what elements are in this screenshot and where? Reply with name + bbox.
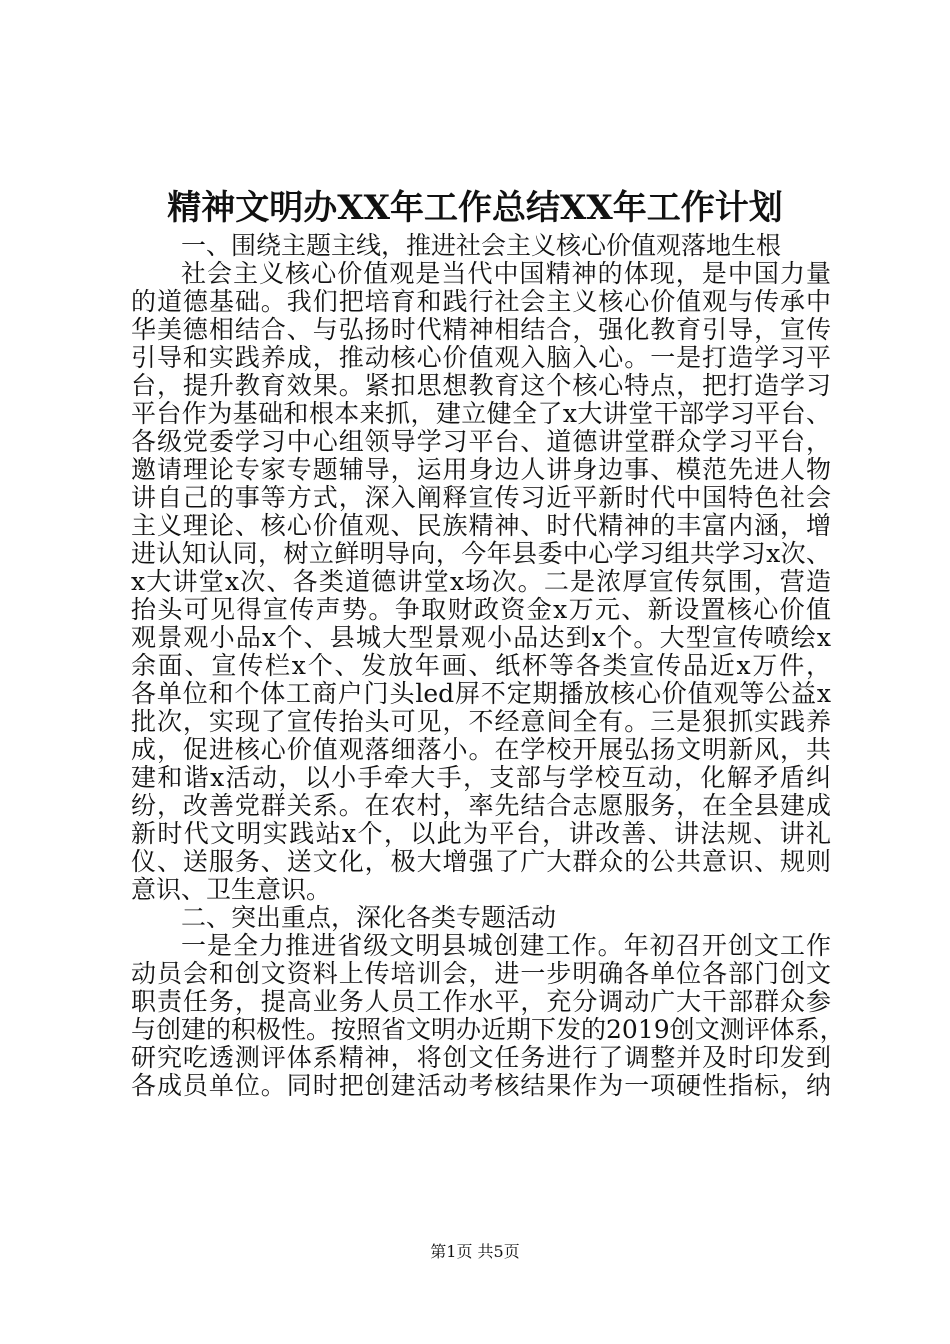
body-line: 新时代文明实践站x个，以此为平台，讲改善、讲法规、讲礼 <box>131 819 831 848</box>
body-line: 余面、宣传栏x个、发放年画、纸杯等各类宣传品近x万件， <box>131 651 831 680</box>
body-line: 抬头可见得宣传声势。争取财政资金x万元、新设置核心价值 <box>131 595 831 624</box>
body-line: 进认知认同，树立鲜明导向，今年县委中心学习组共学习x次、 <box>131 539 831 568</box>
body-line: x大讲堂x次、各类道德讲堂x场次。二是浓厚宣传氛围，营造 <box>131 567 831 596</box>
body-line: 意识、卫生意识。 <box>131 875 332 904</box>
body-line: 建和谐x活动，以小手牵大手，支部与学校互动，化解矛盾纠 <box>131 763 831 792</box>
body-line: 成，促进核心价值观落细落小。在学校开展弘扬文明新风，共 <box>131 735 831 764</box>
body-line: 的道德基础。我们把培育和践行社会主义核心价值观与传承中 <box>131 287 831 316</box>
body-line: 平台作为基础和根本来抓，建立健全了x大讲堂干部学习平台、 <box>131 399 831 428</box>
body-line: 批次，实现了宣传抬头可见，不经意间全有。三是狠抓实践养 <box>131 707 831 736</box>
body-line: 一是全力推进省级文明县城创建工作。年初召开创文工作 <box>181 931 831 960</box>
body-line: 主义理论、核心价值观、民族精神、时代精神的丰富内涵，增 <box>131 511 831 540</box>
body-line: 研究吃透测评体系精神，将创文任务进行了调整并及时印发到 <box>131 1043 831 1072</box>
body-line: 纷，改善党群关系。在农村，率先结合志愿服务，在全县建成 <box>131 791 831 820</box>
body-line: 邀请理论专家专题辅导，运用身边人讲身边事、模范先进人物 <box>131 455 831 484</box>
body-line: 动员会和创文资料上传培训会，进一步明确各单位各部门创文 <box>131 959 831 988</box>
body-line: 二、突出重点，深化各类专题活动 <box>181 903 557 932</box>
document-title: 精神文明办XX年工作总结XX年工作计划 <box>167 188 783 228</box>
body-line: 讲自己的事等方式，深入阐释宣传习近平新时代中国特色社会 <box>131 483 831 512</box>
document-body <box>131 231 845 1100</box>
body-line: 各单位和个体工商户门头led屏不定期播放核心价值观等公益x <box>131 679 831 708</box>
body-line: 各成员单位。同时把创建活动考核结果作为一项硬性指标，纳 <box>131 1071 831 1100</box>
body-line: 观景观小品x个、县城大型景观小品达到x个。大型宣传喷绘x <box>131 623 831 652</box>
body-line: 各级党委学习中心组领导学习平台、道德讲堂群众学习平台， <box>131 427 831 456</box>
body-line: 台，提升教育效果。紧扣思想教育这个核心特点，把打造学习 <box>131 371 831 400</box>
body-line: 职责任务，提高业务人员工作水平，充分调动广大干部群众参 <box>131 987 831 1016</box>
body-line: 引导和实践养成，推动核心价值观入脑入心。一是打造学习平 <box>131 343 831 372</box>
body-line: 华美德相结合、与弘扬时代精神相结合，强化教育引导，宣传 <box>131 315 831 344</box>
body-line: 与创建的积极性。按照省文明办近期下发的2019创文测评体系， <box>131 1015 845 1044</box>
body-line: 仪、送服务、送文化，极大增强了广大群众的公共意识、规则 <box>131 847 831 876</box>
page-footer: 第1页 共5页 <box>430 1242 520 1261</box>
body-line: 社会主义核心价值观是当代中国精神的体现，是中国力量 <box>181 259 831 288</box>
body-line: 一、围绕主题主线，推进社会主义核心价值观落地生根 <box>181 231 782 260</box>
